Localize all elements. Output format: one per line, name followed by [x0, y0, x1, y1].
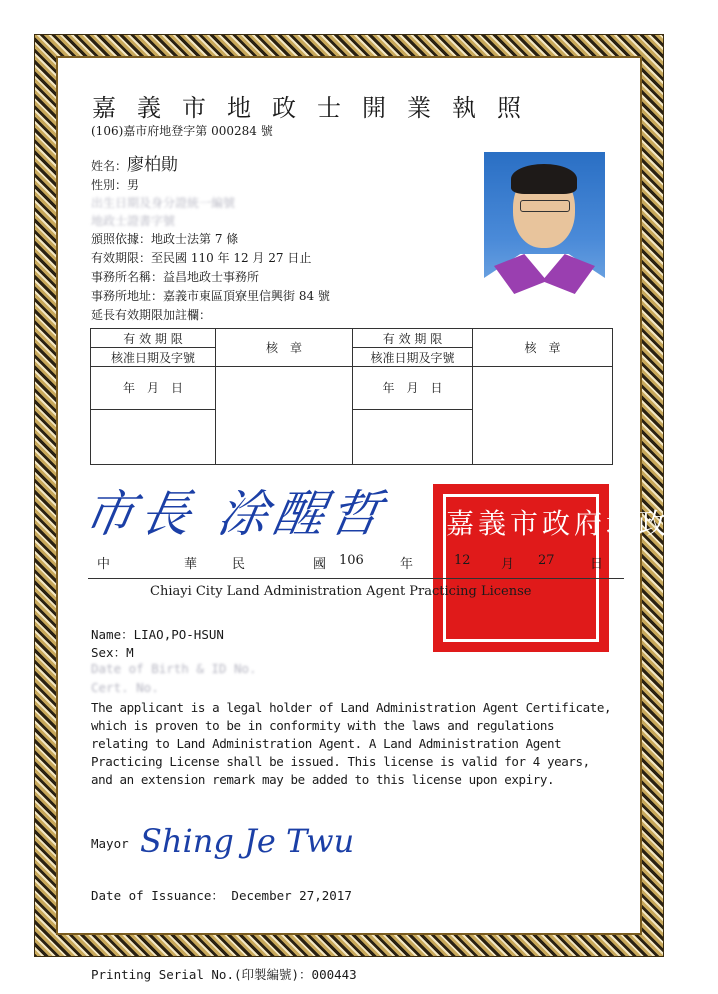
sex-field: 性別：男 — [91, 178, 140, 192]
license-basis: 頒照依據：地政士法第 7 條 — [91, 232, 239, 246]
date-char: 中 — [97, 557, 111, 572]
date-cell: 年 月 日 — [91, 367, 216, 409]
redacted-line-2: 地政士證書字號 — [91, 214, 176, 228]
license-statement: The applicant is a legal holder of Land Administration Agent Certificate, which is proven to be in conformity with the laws and regulations relating to Land Administration Agent. A Land Administration Agent Practicing License shall be issued. This license is valid for 4 years, and an extension remark may be added to this license upon expiry. — [91, 700, 612, 787]
english-title: Chiayi City Land Administration Agent Practicing License — [150, 584, 532, 599]
number-cell — [91, 409, 216, 464]
holder-photo — [484, 152, 605, 310]
office-name: 事務所名稱：益昌地政士事務所 — [91, 270, 260, 284]
approval-header: 核准日期及字號 — [91, 348, 216, 367]
date-char: 華 — [184, 557, 198, 572]
seal-text: 嘉義市政府地政處 — [443, 494, 599, 642]
document-number: (106)嘉市府地登字第 000284 號 — [91, 124, 273, 138]
certificate-title: 嘉義市地政士開業執照 — [92, 94, 542, 122]
date-char: 年 — [400, 557, 414, 572]
validity-period: 有效期限：至民國 110 年 12 月 27 日止 — [91, 251, 312, 265]
redacted-line-1: 出生日期及身分證統一編號 — [91, 196, 236, 210]
issuance-date: Date of Issuance： December 27,2017 — [91, 888, 352, 903]
seal-header: 核 章 — [473, 329, 613, 367]
seal-header: 核 章 — [216, 329, 353, 367]
extension-table — [90, 328, 613, 465]
english-sex: Sex：M — [91, 645, 134, 660]
english-redacted-2: Cert. No. — [91, 680, 159, 695]
extension-label: 延長有效期限加註欄： — [91, 308, 212, 322]
holder-name: 廖柏勛 — [127, 155, 179, 175]
validity-header: 有 效 期 限 — [353, 329, 473, 348]
date-day: 27 — [538, 553, 555, 568]
mayor-signature-en: Shing Je Twu — [140, 822, 355, 860]
english-name: Name：LIAO,PO-HSUN — [91, 627, 224, 642]
office-address: 事務所地址：嘉義市東區頂寮里信興街 84 號 — [91, 289, 330, 303]
approval-header: 核准日期及字號 — [353, 348, 473, 367]
date-year: 106 — [339, 553, 364, 568]
mayor-signature-cn: 市長 涂醒哲 — [79, 485, 392, 543]
official-seal — [433, 484, 703, 652]
name-label: 姓名： — [91, 159, 128, 173]
date-char: 國 — [313, 557, 327, 572]
mayor-label: Mayor — [91, 836, 129, 851]
name-row — [91, 150, 178, 175]
date-char: 月 — [501, 557, 515, 572]
printing-serial: Printing Serial No.(印製編號)：000443 — [91, 967, 357, 982]
number-cell — [353, 409, 473, 464]
date-char: 日 — [590, 557, 604, 572]
seal-cell — [473, 367, 613, 465]
date-cell: 年 月 日 — [353, 367, 473, 409]
divider — [88, 578, 624, 579]
date-char: 民 — [232, 557, 246, 572]
seal-cell — [216, 367, 353, 465]
english-redacted-1: Date of Birth & ID No. — [91, 661, 257, 676]
date-month: 12 — [454, 553, 471, 568]
validity-header: 有 效 期 限 — [91, 329, 216, 348]
